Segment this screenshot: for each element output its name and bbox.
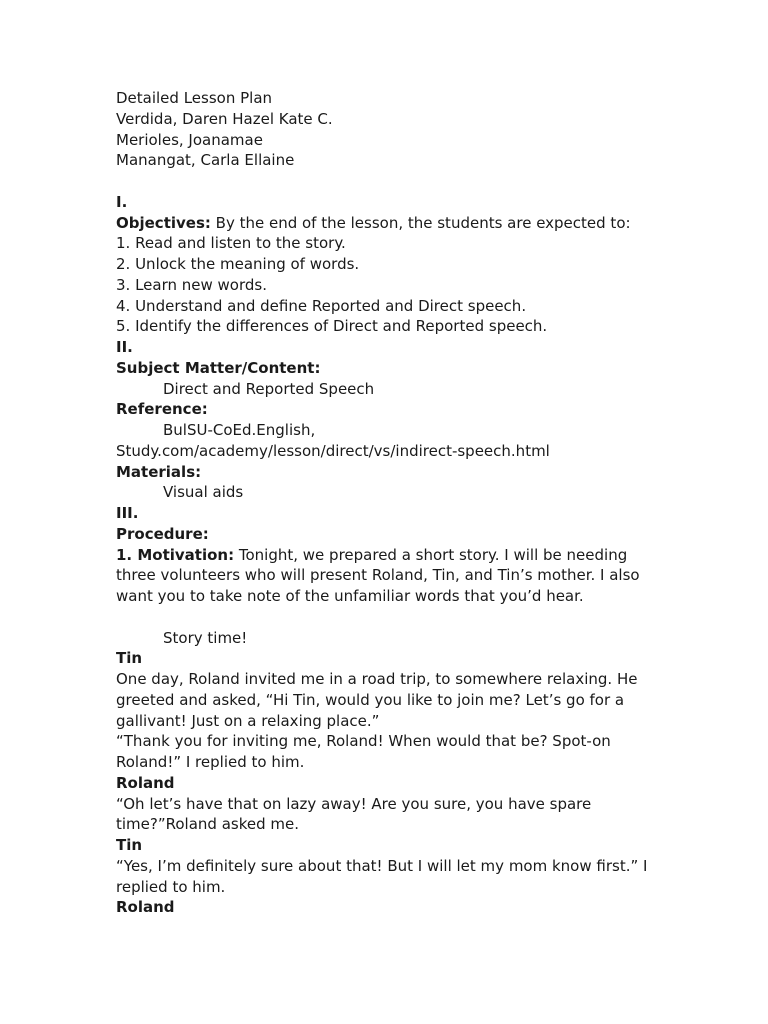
speaker-name: Roland: [116, 898, 175, 917]
objectives-label: Objectives:: [116, 213, 211, 232]
objective-item: 2. Unlock the meaning of words.: [116, 255, 360, 273]
spacer: [116, 171, 736, 192]
story-line: Roland!” I replied to him.: [116, 753, 305, 771]
lesson-plan-page: [116, 88, 736, 918]
objectives-intro: By the end of the lesson, the students are expected to:: [210, 213, 631, 232]
story-line: replied to him.: [116, 877, 226, 896]
story-line: “Thank you for inviting me, Roland! When would that be? Spot-on: [116, 732, 611, 751]
reference-line: BulSU-CoEd.English,: [163, 421, 316, 439]
objective-item: 5. Identify the differences of Direct and Reported speech.: [116, 317, 548, 336]
objective-item: 3. Learn new words.: [116, 275, 267, 294]
document-title: Detailed Lesson Plan: [116, 89, 273, 107]
objective-item: 4. Understand and define Reported and Direct speech.: [116, 296, 527, 315]
motivation-text: want you to take note of the unfamiliar words that you’d hear.: [116, 587, 584, 605]
story-heading: Story time!: [163, 628, 248, 647]
speaker-name: Tin: [116, 836, 143, 854]
story-line: gallivant! Just on a relaxing place.”: [116, 711, 380, 730]
motivation-text: Tonight, we prepared a short story. I will be needing: [234, 545, 628, 564]
section-numeral: I.: [116, 192, 128, 211]
reference-line: Study.com/academy/lesson/direct/vs/indirect-speech.html: [116, 441, 550, 460]
motivation-label: 1. Motivation:: [116, 545, 235, 564]
story-line: greeted and asked, “Hi Tin, would you like to join me? Let’s go for a: [116, 690, 625, 709]
section-numeral: II.: [116, 338, 133, 356]
materials-label: Materials:: [116, 462, 202, 481]
speaker-name: Roland: [116, 773, 175, 792]
speaker-name: Tin: [116, 649, 143, 668]
materials-value: Visual aids: [163, 483, 244, 502]
procedure-label: Procedure:: [116, 524, 209, 543]
story-line: “Yes, I’m definitely sure about that! But I will let my mom know first.” I: [116, 856, 648, 875]
story-line: “Oh let’s have that on lazy away! Are you sure, you have spare: [116, 794, 592, 813]
author-name: Merioles, Joanamae: [116, 130, 263, 149]
spacer: [116, 607, 736, 628]
story-line: One day, Roland invited me in a road trip, to somewhere relaxing. He: [116, 670, 638, 688]
author-name: Manangat, Carla Ellaine: [116, 151, 295, 170]
motivation-line: [116, 545, 736, 566]
motivation-text: three volunteers who will present Roland, Tin, and Tin’s mother. I also: [116, 566, 640, 585]
section-numeral: III.: [116, 504, 139, 522]
subject-matter-value: Direct and Reported Speech: [163, 379, 375, 398]
objective-item: 1. Read and listen to the story.: [116, 234, 346, 253]
objectives-intro-line: [116, 213, 736, 234]
story-line: time?”Roland asked me.: [116, 815, 299, 834]
subject-matter-label: Subject Matter/Content:: [116, 358, 321, 377]
reference-label: Reference:: [116, 400, 208, 419]
author-name: Verdida, Daren Hazel Kate C.: [116, 109, 333, 128]
